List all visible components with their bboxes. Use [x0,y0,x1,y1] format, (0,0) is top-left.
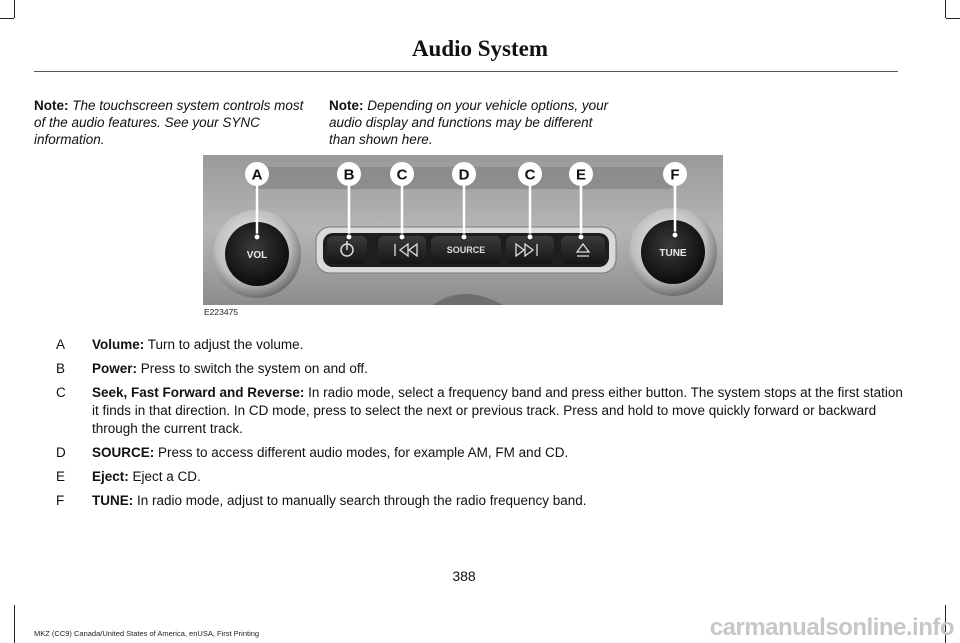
svg-text:D: D [458,166,470,184]
item-text: Eject a CD. [128,469,201,484]
crop-mark [946,18,960,19]
svg-text:E: E [575,166,587,184]
callout-c-reverse [390,162,414,186]
item-letter: B [56,361,66,376]
note-vehicle-options [329,97,609,148]
callout-d [452,162,476,186]
list-item-b [56,360,906,378]
callout-e [569,162,593,186]
source-button [431,236,501,264]
note-touchscreen [34,97,314,148]
vol-label: VOL [246,250,268,261]
eject-button [561,236,605,264]
item-text: Press to switch the system on and off. [137,361,368,376]
note-label: Note: [329,98,364,113]
item-text: Press to access different audio modes, for example AM, FM and CD. [154,445,569,460]
svg-text:C: C [524,166,536,184]
list-item-d [56,444,906,462]
power-button [327,236,367,264]
source-label: SOURCE [446,245,486,255]
item-letter: E [56,469,66,484]
item-term: Volume: [92,337,145,352]
crop-mark [0,18,14,19]
note-text: Depending on your vehicle options, your audio display and functions may be different than shown here. [329,98,609,147]
item-letter: C [56,385,66,400]
audio-panel-figure [203,155,723,305]
crop-mark [14,605,15,643]
crop-mark [14,0,15,18]
footer-text: MKZ (CC9) Canada/United States of America, enUSA, First Printing [34,629,260,638]
callout-f [663,162,687,186]
item-term: Seek, Fast Forward and Reverse: [92,385,305,400]
callout-c-forward [518,162,542,186]
figure-id: E223475 [204,307,239,317]
item-term: SOURCE: [92,445,155,460]
item-term: Eject: [92,469,129,484]
note-label: Note: [34,98,69,113]
crop-mark [945,0,946,18]
callout-a [245,162,269,186]
list-item-e [56,468,906,486]
tune-label: TUNE [659,248,687,259]
note-text: The touchscreen system controls most of the audio features. See your SYNC information. [34,98,304,147]
page-title: Audio System [411,36,549,61]
list-item-c [56,384,906,438]
item-term: Power: [92,361,138,376]
item-letter: D [56,445,66,460]
svg-text:F: F [670,166,680,184]
header-divider [34,71,898,72]
svg-text:B: B [343,166,355,184]
item-letter: F [56,493,65,508]
callout-b [337,162,361,186]
page-number: 388 [452,568,476,584]
item-term: TUNE: [92,493,134,508]
list-item-f [56,492,906,510]
list-item-a [56,336,906,354]
item-text: Turn to adjust the volume. [144,337,304,352]
svg-text:C: C [396,166,408,184]
item-text: In radio mode, select a frequency band and press either button. The system stops at the first station it finds in that direction. In CD mode, press to select the next or previous track. Press and hold to move quickly forward or backward through the current track. [92,385,903,436]
item-text: In radio mode, adjust to manually search through the radio frequency band. [133,493,587,508]
svg-text:A: A [251,166,263,184]
watermark: carmanualsonline.info [709,614,954,641]
legend-list [56,336,906,516]
item-letter: A [56,337,66,352]
